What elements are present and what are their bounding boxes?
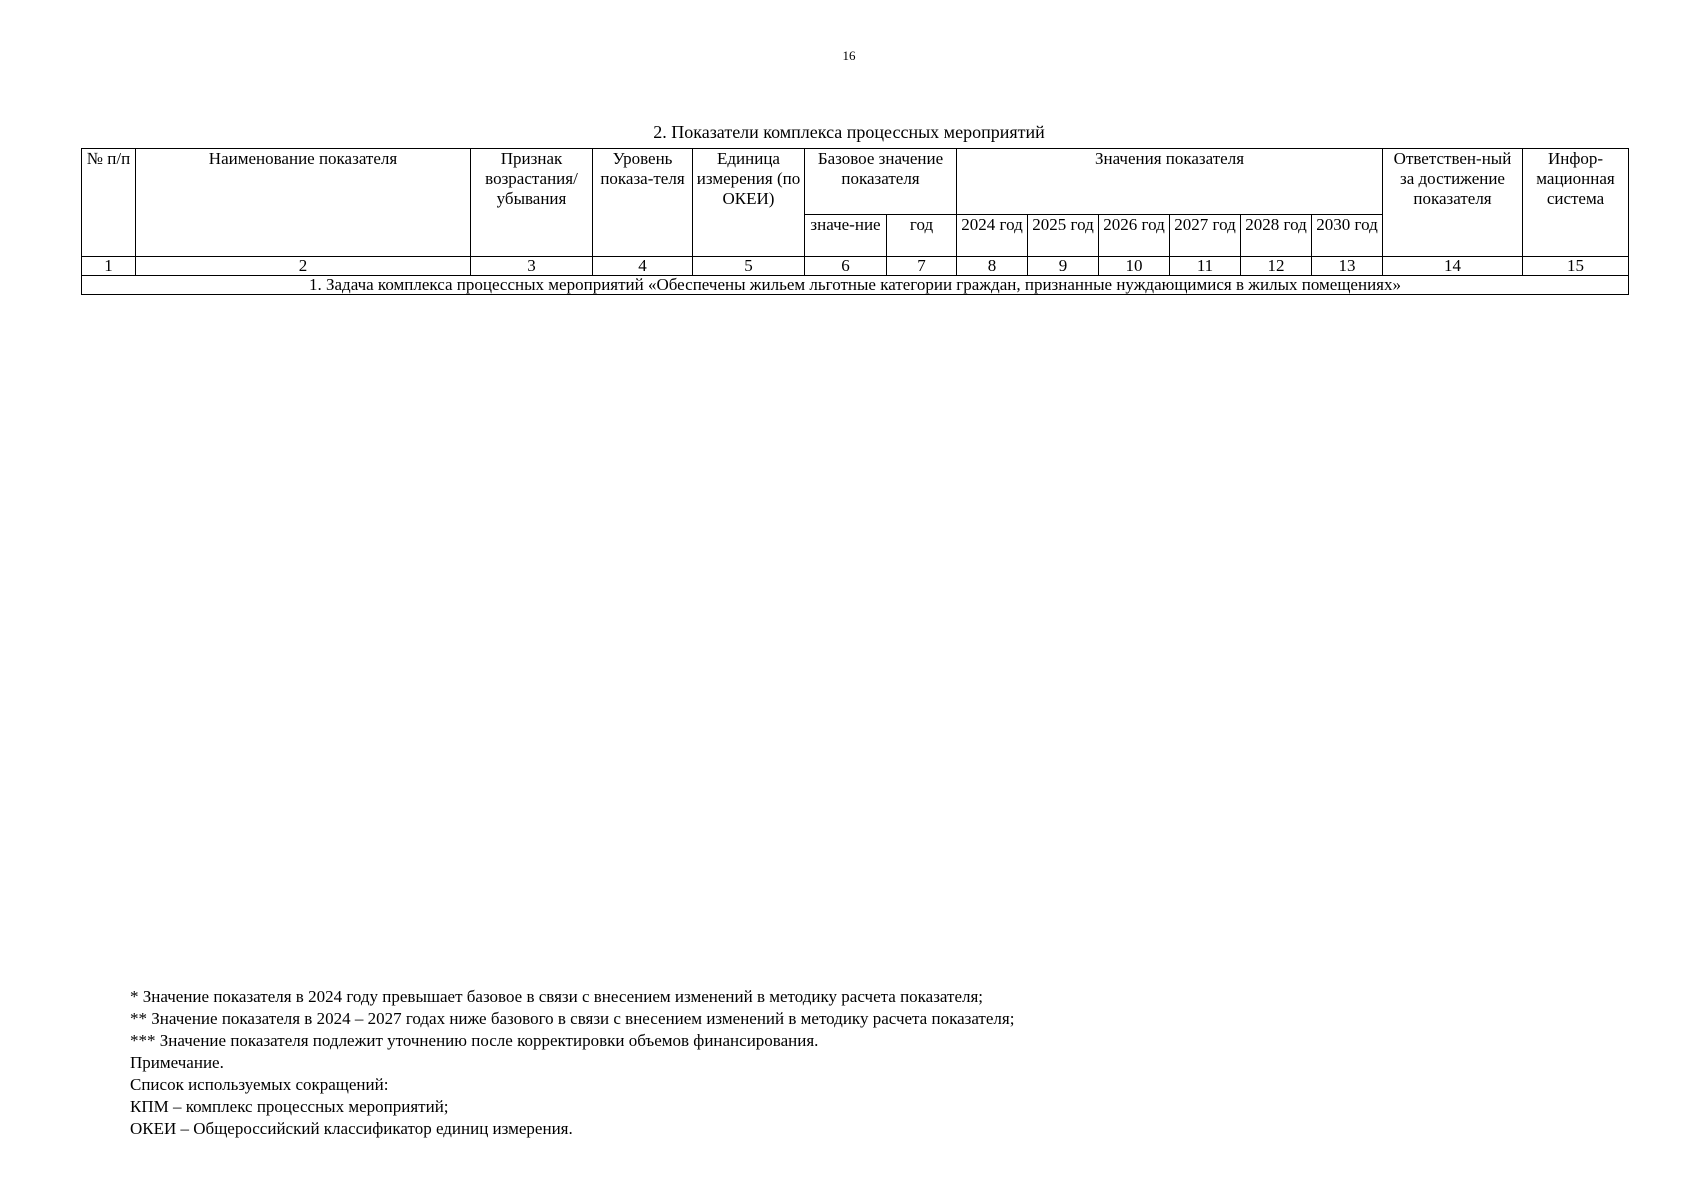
footnote: КПМ – комплекс процессных мероприятий;	[130, 1097, 449, 1116]
footnote: ОКЕИ – Общероссийский классификатор единиц измерения.	[130, 1119, 573, 1138]
page-number: 16	[842, 48, 856, 63]
header-responsible: Ответствен-ный за достижение показателя	[1383, 149, 1523, 257]
header-info-system: Инфор-мационная система	[1523, 149, 1629, 257]
footnote: * Значение показателя в 2024 году превышает базовое в связи с внесением изменений в методику расчета показателя;	[130, 987, 984, 1006]
header-name: Наименование показателя	[136, 149, 471, 257]
column-number: 12	[1241, 257, 1312, 276]
header-year-2027: 2027 год	[1170, 215, 1241, 257]
header-indicator-values: Значения показателя	[957, 149, 1383, 215]
task-heading: 1. Задача комплекса процессных мероприятий «Обеспечены жильем льготные категории граждан, признанные нуждающимися в жилых помещениях»	[82, 276, 1629, 295]
footnote: ** Значение показателя в 2024 – 2027 годах ниже базового в связи с внесением изменений в методику расчета показателя;	[130, 1009, 1015, 1028]
header-base-value-sub: значе-ние	[805, 215, 887, 257]
indicators-table	[81, 148, 1629, 295]
column-number: 8	[957, 257, 1028, 276]
column-number: 14	[1383, 257, 1523, 276]
header-unit: Единица измерения (по ОКЕИ)	[693, 149, 805, 257]
header-base-value: Базовое значение показателя	[805, 149, 957, 215]
column-number: 7	[887, 257, 957, 276]
header-year-2028: 2028 год	[1241, 215, 1312, 257]
header-year-2030: 2030 год	[1312, 215, 1383, 257]
header-level: Уровень показа-теля	[593, 149, 693, 257]
column-number: 9	[1028, 257, 1099, 276]
footnote: Список используемых сокращений:	[130, 1075, 389, 1094]
column-number: 11	[1170, 257, 1241, 276]
header-year-2026: 2026 год	[1099, 215, 1170, 257]
task-row	[82, 276, 1629, 295]
column-number: 3	[471, 257, 593, 276]
table-title: 2. Показатели комплекса процессных мероприятий	[653, 122, 1045, 142]
footnote: Примечание.	[130, 1053, 224, 1072]
column-number: 15	[1523, 257, 1629, 276]
column-number: 6	[805, 257, 887, 276]
header-base-year-sub: год	[887, 215, 957, 257]
column-number: 5	[693, 257, 805, 276]
footnotes	[130, 986, 1610, 1140]
column-numbers-row	[82, 257, 1629, 276]
column-number: 13	[1312, 257, 1383, 276]
header-year-2025: 2025 год	[1028, 215, 1099, 257]
column-number: 4	[593, 257, 693, 276]
header-year-2024: 2024 год	[957, 215, 1028, 257]
header-number: № п/п	[82, 149, 136, 257]
header-trend: Признак возрастания/ убывания	[471, 149, 593, 257]
footnote: *** Значение показателя подлежит уточнению после корректировки объемов финансирования.	[130, 1031, 819, 1050]
column-number: 1	[82, 257, 136, 276]
column-number: 10	[1099, 257, 1170, 276]
column-number: 2	[136, 257, 471, 276]
